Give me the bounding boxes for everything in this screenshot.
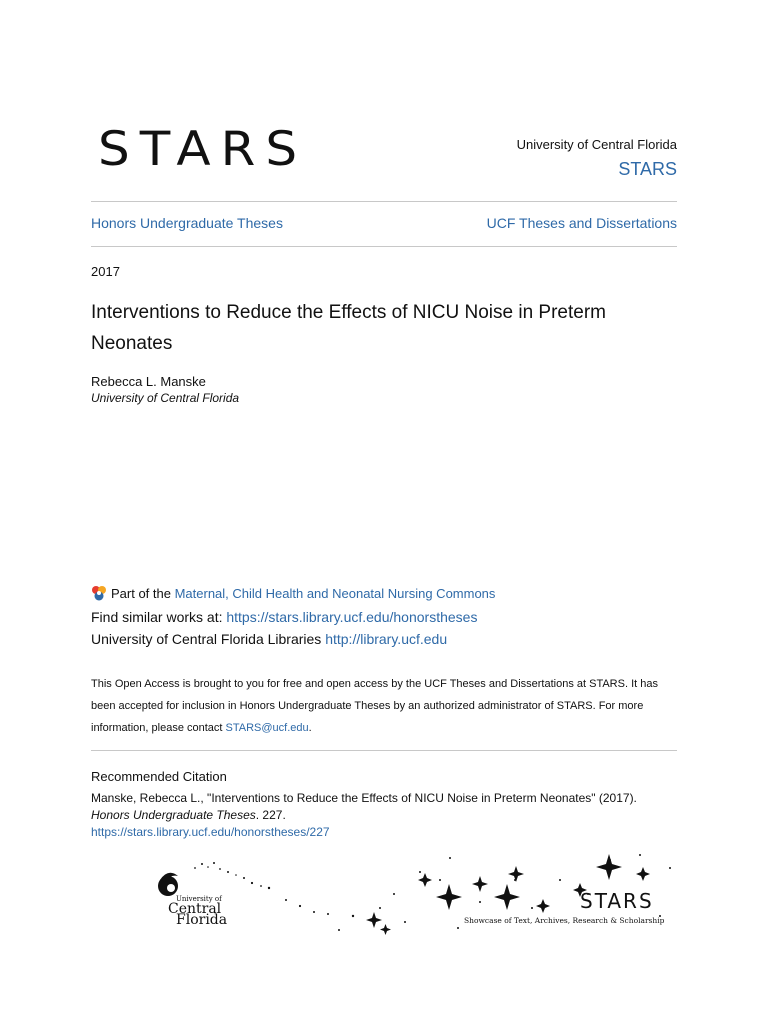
ucf-text-line2: Central bbox=[168, 901, 222, 917]
libraries-link[interactable]: http://library.ucf.edu bbox=[325, 631, 448, 647]
open-access-suffix: . bbox=[308, 722, 312, 734]
citation-body bbox=[91, 790, 691, 841]
divider bbox=[91, 246, 677, 247]
citation-series-line bbox=[91, 807, 691, 824]
citation-line: Manske, Rebecca L., "Interventions to Reduce the Effects of NICU Noise in Preterm Neonates" (2017). bbox=[91, 791, 637, 805]
libraries-line bbox=[91, 631, 447, 647]
institution-name: University of Central Florida bbox=[516, 137, 677, 152]
citation-heading: Recommended Citation bbox=[91, 769, 227, 784]
part-of-prefix: Part of the bbox=[111, 585, 175, 601]
open-access-text: This Open Access is brought to you for free and open access by the UCF Theses and Dissertations at STARS. It has been accepted for inclusion in Honors Undergraduate Theses by an authorized administrator of STARS. For more information, please contact bbox=[91, 678, 658, 734]
divider bbox=[91, 201, 677, 202]
open-access-statement bbox=[91, 673, 681, 739]
libraries-prefix: University of Central Florida Libraries bbox=[91, 631, 326, 647]
publication-year: 2017 bbox=[91, 264, 120, 279]
commons-link[interactable]: Maternal, Child Health and Neonatal Nursing Commons bbox=[174, 585, 496, 601]
pegasus-icon bbox=[158, 873, 178, 896]
contact-email-link[interactable]: STARS@ucf.edu bbox=[225, 722, 309, 734]
stars-logo: STARS bbox=[98, 121, 308, 177]
document-title: Interventions to Reduce the Effects of NICU Noise in Preterm Neonates bbox=[91, 302, 606, 354]
repository-link[interactable]: STARS bbox=[618, 159, 677, 179]
similar-prefix: Find similar works at: bbox=[91, 609, 227, 625]
commons-network-icon bbox=[91, 585, 107, 601]
ucf-text-line1: University of bbox=[176, 895, 222, 903]
honors-theses-link[interactable]: Honors Undergraduate Theses bbox=[91, 215, 283, 231]
ucf-text-line3: Florida bbox=[176, 912, 228, 928]
similar-works-line bbox=[91, 609, 477, 625]
citation-series: Honors Undergraduate Theses bbox=[91, 808, 256, 822]
author-name: Rebecca L. Manske bbox=[91, 374, 206, 389]
author-affiliation: University of Central Florida bbox=[91, 391, 240, 405]
ucf-theses-link[interactable]: UCF Theses and Dissertations bbox=[486, 215, 677, 231]
citation-url-link[interactable]: https://stars.library.ucf.edu/honorstheses/227 bbox=[91, 825, 330, 839]
part-of-line bbox=[91, 585, 495, 601]
citation-number: . 227. bbox=[255, 808, 286, 822]
stars-footer-logo bbox=[464, 889, 665, 925]
ucf-logo bbox=[158, 873, 227, 928]
stars-footer-wordmark: STARS bbox=[580, 889, 654, 913]
similar-works-link[interactable]: https://stars.library.ucf.edu/honorstheses bbox=[226, 609, 478, 625]
footer-banner bbox=[140, 850, 685, 940]
divider bbox=[91, 750, 677, 751]
stars-tagline: Showcase of Text, Archives, Research & Scholarship bbox=[464, 916, 665, 925]
